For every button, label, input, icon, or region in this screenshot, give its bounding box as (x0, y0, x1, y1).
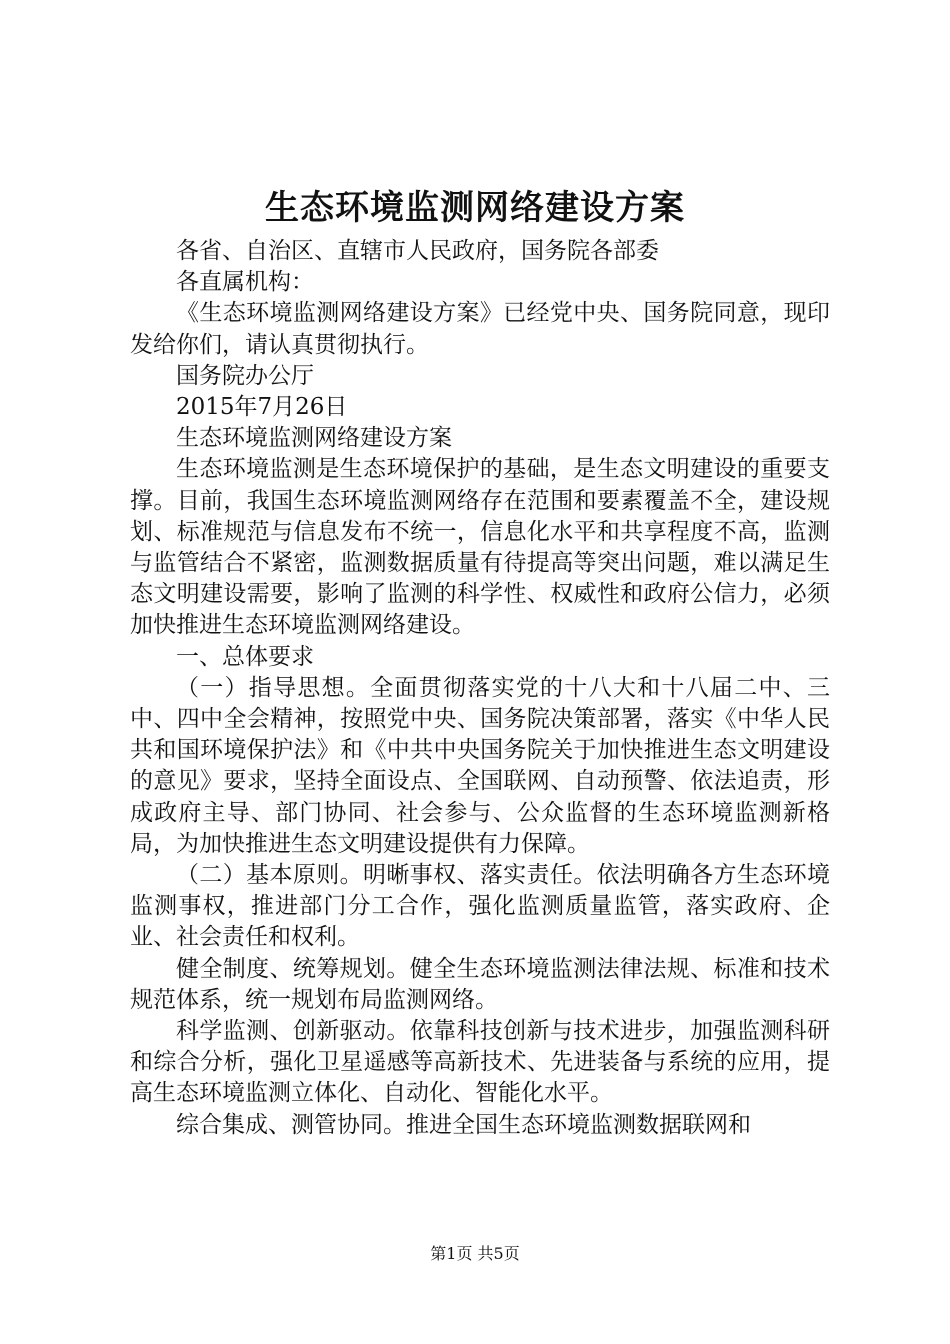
page-number-footer: 第1页 共5页 (430, 1244, 520, 1263)
document-body (130, 236, 830, 1141)
notice-paragraph: 《生态环境监测网络建设方案》已经党中央、国务院同意，现印发给你们，请认真贯彻执行。 (130, 300, 830, 358)
document-title: 生态环境监测网络建设方案 (265, 188, 685, 228)
body-paragraph: 健全制度、统筹规划。健全生态环境监测法律法规、标准和技术规范体系，统一规划布局监测网络。 (130, 955, 830, 1013)
body-paragraph: （一）指导思想。全面贯彻落实党的十八大和十八届二中、三中、四中全会精神，按照党中央、国务院决策部署，落实《中华人民共和国环境保护法》和《中共中央国务院关于加快推进生态文明建设的意见》要求，坚持全面设点、全国联网、自动预警、依法追责，形成政府主导、部门协同、社会参与、公众监督的生态环境监测新格局，为加快推进生态文明建设提供有力保障。 (130, 674, 830, 857)
body-paragraph: 综合集成、测管协同。推进全国生态环境监测数据联网和 (176, 1111, 751, 1138)
body-paragraph: 生态环境监测是生态环境保护的基础，是生态文明建设的重要支撑。目前，我国生态环境监测网络存在范围和要素覆盖不全，建设规划、标准规范与信息发布不统一，信息化水平和共享程度不高，监测与监管结合不紧密，监测数据质量有待提高等突出问题，难以满足生态文明建设需要，影响了监测的科学性、权威性和政府公信力，必须加快推进生态环境监测网络建设。 (130, 456, 830, 639)
issuer-line: 国务院办公厅 (176, 362, 314, 389)
body-paragraph: 科学监测、创新驱动。依靠科技创新与技术进步，加强监测科研和综合分析，强化卫星遥感等高新技术、先进装备与系统的应用，提高生态环境监测立体化、自动化、智能化水平。 (130, 1018, 830, 1107)
section-heading: 一、总体要求 (176, 643, 314, 670)
date-line: 2015年7月26日 (176, 394, 348, 421)
addressee-line: 各省、自治区、直辖市人民政府，国务院各部委 (176, 238, 659, 264)
addressee-line: 各直属机构： (176, 269, 314, 296)
body-paragraph: （二）基本原则。明晰事权、落实责任。依法明确各方生态环境监测事权，推进部门分工合作，强化监测质量监管，落实政府、企业、社会责任和权利。 (130, 862, 830, 951)
subtitle-line: 生态环境监测网络建设方案 (176, 425, 452, 452)
